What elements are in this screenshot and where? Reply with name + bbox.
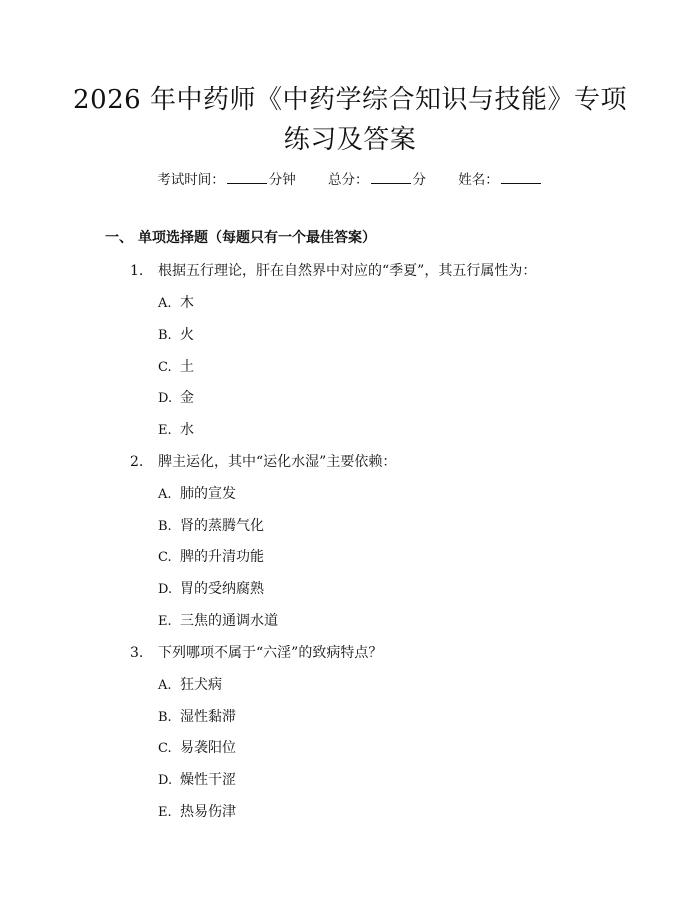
option-text: 湿性黏滞 [180,709,236,725]
q2-option-d[interactable] [158,580,264,599]
q1-option-b[interactable] [158,326,194,345]
option-letter: E. [158,805,172,820]
option-text: 火 [180,327,194,343]
question-number: 1. [130,263,144,279]
document-title: 2026 年中药师《中药学综合知识与技能》专项练习及答案 [73,85,627,155]
name-blank[interactable] [501,170,541,184]
q2-option-e[interactable] [158,612,278,631]
question-text: 脾主运化，其中“运化水湿”主要依赖： [158,454,397,470]
option-text: 肺的宣发 [180,486,236,502]
exam-time-label: 考试时间： [157,172,225,188]
option-text: 土 [180,359,194,375]
question-3 [130,644,382,662]
question-1 [130,262,536,280]
option-letter: B. [158,710,172,725]
option-text: 热易伤津 [180,804,236,820]
name-field [458,170,543,189]
option-letter: D. [158,582,173,597]
option-letter: C. [158,550,172,565]
q2-option-a[interactable] [158,485,236,504]
exam-time-unit: 分钟 [268,172,296,188]
option-letter: E. [158,423,172,438]
section-number: 一、 [105,230,133,246]
option-letter: D. [158,391,173,406]
total-score-blank[interactable] [371,170,411,184]
option-text: 金 [180,390,194,406]
option-letter: A. [158,487,172,502]
question-text: 根据五行理论，肝在自然界中对应的“季夏”，其五行属性为： [158,263,537,279]
option-letter: B. [158,519,172,534]
total-score-label: 总分： [328,172,369,188]
question-2 [130,453,396,471]
exam-time-field [157,170,296,189]
q3-option-c[interactable] [158,739,236,758]
option-text: 三焦的通调水道 [180,613,278,629]
option-letter: A. [158,678,172,693]
q1-option-a[interactable] [158,294,194,313]
option-text: 狂犬病 [180,677,222,693]
option-text: 胃的受纳腐熟 [180,581,264,597]
q3-option-d[interactable] [158,771,236,790]
name-label: 姓名： [458,172,499,188]
q3-option-b[interactable] [158,708,236,727]
option-text: 易袭阳位 [180,740,236,756]
total-score-unit: 分 [412,172,426,188]
q2-option-c[interactable] [158,548,264,567]
q3-option-e[interactable] [158,803,236,822]
q3-option-a[interactable] [158,676,222,695]
question-text: 下列哪项不属于“六淫”的致病特点？ [158,645,383,661]
option-text: 木 [180,295,194,311]
option-letter: D. [158,773,173,788]
option-letter: E. [158,614,172,629]
q2-option-b[interactable] [158,517,264,536]
total-score-field [328,170,426,189]
option-text: 燥性干涩 [180,772,236,788]
option-letter: A. [158,296,172,311]
question-number: 3. [130,645,144,661]
question-number: 2. [130,454,144,470]
q1-option-e[interactable] [158,421,194,440]
option-letter: C. [158,741,172,756]
section-heading [105,229,376,247]
option-text: 脾的升清功能 [180,549,264,565]
option-text: 水 [180,422,194,438]
section-title: 单项选择题（每题只有一个最佳答案） [138,230,376,246]
option-text: 肾的蒸腾气化 [180,518,264,534]
q1-option-c[interactable] [158,358,194,377]
option-letter: C. [158,360,172,375]
exam-time-blank[interactable] [227,170,267,184]
q1-option-d[interactable] [158,389,194,408]
option-letter: B. [158,328,172,343]
exam-info-line [0,170,700,189]
